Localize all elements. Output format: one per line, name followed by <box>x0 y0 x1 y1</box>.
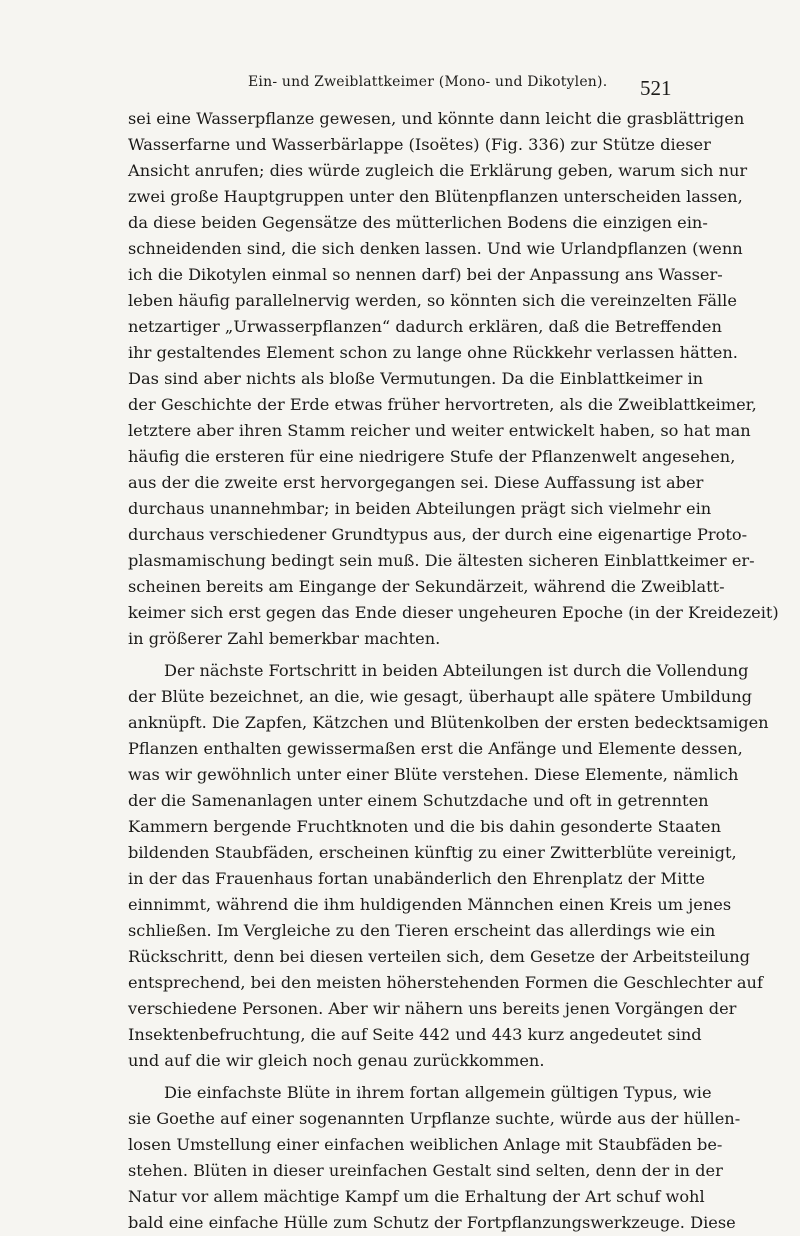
text-line: bildenden Staubfäden, erscheinen künftig zu einer Zwitterblüte vereinigt, <box>128 843 737 862</box>
text-line: Die einfachste Blüte in ihrem fortan allgemein gültigen Typus, wie <box>164 1083 712 1102</box>
text-line: stehen. Blüten in dieser ureinfachen Gestalt sind selten, denn der in der <box>128 1161 723 1180</box>
text-line: leben häufig parallelnervig werden, so könnten sich die vereinzelten Fälle <box>128 291 737 310</box>
paragraph <box>128 106 779 652</box>
text-line: losen Umstellung einer einfachen weiblichen Anlage mit Staubfäden be- <box>128 1135 723 1154</box>
text-line: keimer sich erst gegen das Ende dieser ungeheuren Epoche (in der Kreidezeit) <box>128 603 779 622</box>
text-line: netzartiger „Urwasserpflanzen“ dadurch erklären, daß die Betreffenden <box>128 317 722 336</box>
text-line: durchaus unannehmbar; in beiden Abteilungen prägt sich vielmehr ein <box>128 499 712 518</box>
text-line: was wir gewöhnlich unter einer Blüte verstehen. Diese Elemente, nämlich <box>128 765 739 784</box>
text-line: sie Goethe auf einer sogenannten Urpflanze suchte, würde aus der hüllen- <box>128 1109 741 1128</box>
text-line: bald eine einfache Hülle zum Schutz der Fortpflanzungswerkzeuge. Diese <box>128 1213 736 1232</box>
text-line: ihr gestaltendes Element schon zu lange ohne Rückkehr verlassen hätten. <box>128 343 738 362</box>
text-line: schließen. Im Vergleiche zu den Tieren erscheint das allerdings wie ein <box>128 921 716 940</box>
text-line: in der das Frauenhaus fortan unabänderlich den Ehrenplatz der Mitte <box>128 869 705 888</box>
text-line: Natur vor allem mächtige Kampf um die Erhaltung der Art schuf wohl <box>128 1187 705 1206</box>
text-line: Rückschritt, denn bei diesen verteilen sich, dem Gesetze der Arbeitsteilung <box>128 947 751 966</box>
text-line: ich die Dikotylen einmal so nennen darf) bei der Anpassung ans Wasser- <box>128 265 723 284</box>
paragraph <box>128 1080 741 1236</box>
text-line: Wasserfarne und Wasserbärlappe (Isoëtes) (Fig. 336) zur Stütze dieser <box>128 135 711 154</box>
paragraph <box>128 658 769 1074</box>
text-line: und auf die wir gleich noch genau zurückkommen. <box>128 1051 545 1070</box>
text-line: in größerer Zahl bemerkbar machten. <box>128 629 441 648</box>
text-line: entsprechend, bei den meisten höherstehenden Formen die Geschlechter auf <box>128 973 763 992</box>
text-line: Ansicht anrufen; dies würde zugleich die Erklärung geben, warum sich nur <box>128 161 748 180</box>
text-line: plasmamischung bedingt sein muß. Die ältesten sicheren Einblattkeimer er- <box>128 551 755 570</box>
text-line: scheinen bereits am Eingange der Sekundärzeit, während die Zweiblatt- <box>128 577 725 596</box>
text-line: letztere aber ihren Stamm reicher und weiter entwickelt haben, so hat man <box>128 421 751 440</box>
text-line: der Geschichte der Erde etwas früher hervortreten, als die Zweiblattkeimer, <box>128 395 757 414</box>
text-line: aus der die zweite erst hervorgegangen sei. Diese Auffassung ist aber <box>128 473 704 492</box>
text-line: häufig die ersteren für eine niedrigere Stufe der Pflanzenwelt angesehen, <box>128 447 736 466</box>
text-line: verschiedene Personen. Aber wir nähern uns bereits jenen Vorgängen der <box>128 999 737 1018</box>
text-line: zwei große Hauptgruppen unter den Blütenpflanzen unterscheiden lassen, <box>128 187 743 206</box>
text-line: Kammern bergende Fruchtknoten und die bis dahin gesonderte Staaten <box>128 817 722 836</box>
text-line: sei eine Wasserpflanze gewesen, und könnte dann leicht die grasblättrigen <box>128 109 745 128</box>
text-line: einnimmt, während die ihm huldigenden Männchen einen Kreis um jenes <box>128 895 732 914</box>
text-line: schneidenden sind, die sich denken lassen. Und wie Urlandpflanzen (wenn <box>128 239 743 258</box>
text-line: Der nächste Fortschritt in beiden Abteilungen ist durch die Vollendung <box>164 661 749 680</box>
text-line: Das sind aber nichts als bloße Vermutungen. Da die Einblattkeimer in <box>128 369 704 388</box>
text-line: durchaus verschiedener Grundtypus aus, der durch eine eigenartige Proto- <box>128 525 748 544</box>
text-line: Pflanzen enthalten gewissermaßen erst die Anfänge und Elemente dessen, <box>128 739 743 758</box>
body-text <box>128 106 779 1236</box>
text-line: der Blüte bezeichnet, an die, wie gesagt, überhaupt alle spätere Umbildung <box>128 687 753 706</box>
text-line: da diese beiden Gegensätze des mütterlichen Bodens die einzigen ein- <box>128 213 708 232</box>
text-line: Insektenbefruchtung, die auf Seite 442 und 443 kurz angedeutet sind <box>128 1025 702 1044</box>
running-head: Ein- und Zweiblattkeimer (Mono- und Dikotylen). <box>248 74 608 90</box>
text-line: der die Samenanlagen unter einem Schutzdache und oft in getrennten <box>128 791 709 810</box>
page-number: 521 <box>640 76 672 100</box>
text-line: anknüpft. Die Zapfen, Kätzchen und Blütenkolben der ersten bedecktsamigen <box>128 713 769 732</box>
